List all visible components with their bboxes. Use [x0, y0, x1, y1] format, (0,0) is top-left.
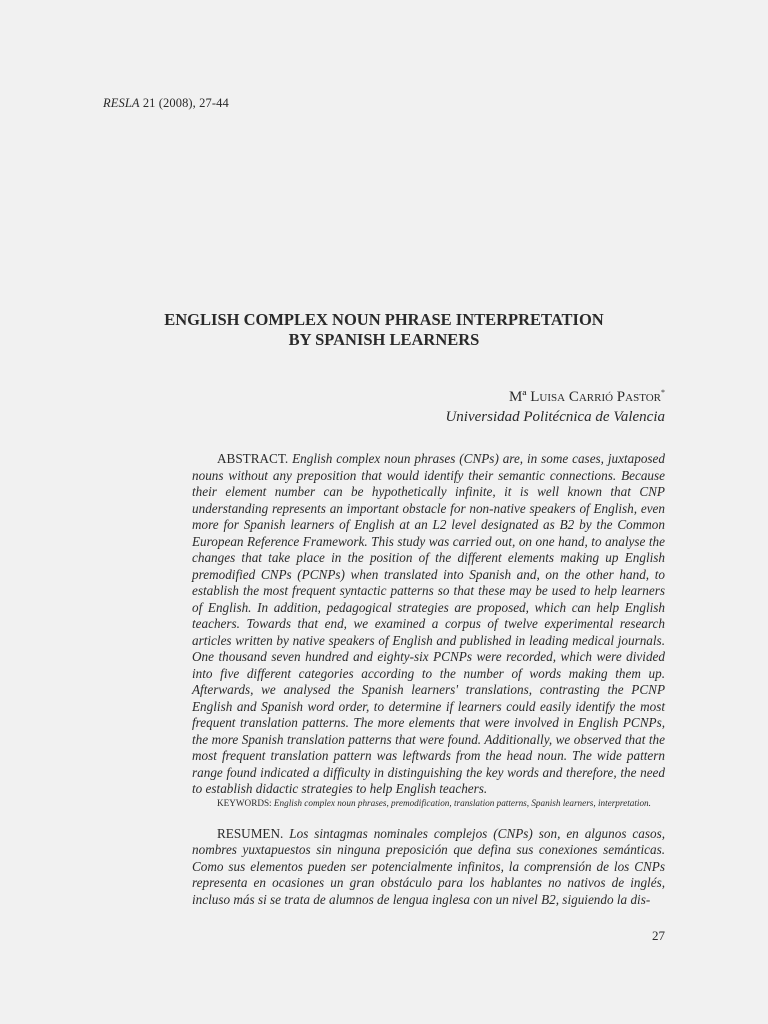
keywords-label: KEYWORDS:	[217, 798, 274, 808]
title-line-1: ENGLISH COMPLEX NOUN PHRASE INTERPRETATION	[164, 310, 604, 329]
keywords-text: English complex noun phrases, premodification, translation patterns, Spanish learners, interpretation.	[273, 798, 651, 808]
author-affiliation: Universidad Politécnica de Valencia	[445, 409, 665, 425]
title-line-2: BY SPANISH LEARNERS	[288, 330, 480, 349]
author-first: Mª	[509, 389, 531, 405]
resumen	[192, 826, 665, 908]
abstract-paragraph	[192, 451, 665, 798]
abstract-label: ABSTRACT.	[217, 451, 293, 466]
article-title	[103, 310, 665, 350]
author-name: Luisa Carrió Pastor	[530, 389, 661, 405]
journal-details: 21 (2008), 27-44	[139, 96, 229, 110]
abstract-text: English complex noun phrases (CNPs) are, in some cases, juxtaposed nouns without any preposition that would identify their semantic connections. Because their element number can be hypothetically infinite, it is well known that CNP understanding represents an important obstacle for non-native speakers of English, even more for Spanish learners of English at an L2 level designated as B2 by the Common European Reference Framework. This study was carried out, on one hand, to analyse the changes that take place in the position of the different elements making up English premodified CNPs (PCNPs) when translated into Spanish and, on the other hand, to establish the most frequent syntactic patterns so that these may be used to help learners of English. In addition, pedagogical strategies are proposed, which can help English teachers. Towards that end, we examined a corpus of twelve experimental research articles written by native speakers of English and published in leading medical journals. One thousand seven hundred and eighty-six PCNPs were recorded, which were divided into five different categories according to the number of words making them up. Afterwards, we analysed the Spanish learners' translations, contrasting the PCNP English and Spanish word order, to determine if learners could easily identify the most frequent translation patterns. The more elements that were involved in English PCNPs, the more Spanish translation patterns that were found. Additionally, we observed that the most frequent translation pattern was leftwards from the head noun. The wide pattern range found indicated a difficulty in distinguishing the key words and therefore, the need to establish didactic strategies to help English teachers.	[192, 451, 665, 796]
page-number: 27	[652, 928, 665, 943]
author-block	[445, 383, 665, 427]
resumen-text: Los sintagmas nominales complejos (CNPs) son, en algunos casos, nombres yuxtapuestos sin ninguna preposición que defina sus conexiones semánticas. Como sus elementos pueden ser potencialmente infinitos, la comprensión de los CNPs representa en ocasiones un gran obstáculo para los hablantes no nativos de inglés, incluso más si se trata de alumnos de lengua inglesa con un nivel B2, siguiendo la dis-	[192, 826, 666, 907]
resumen-label: RESUMEN.	[217, 826, 290, 841]
abstract	[192, 451, 665, 798]
author-name-line	[445, 383, 665, 407]
author-footnote-mark: *	[661, 388, 665, 397]
journal-name: RESLA	[103, 96, 140, 110]
keywords	[192, 797, 665, 809]
running-head	[103, 96, 229, 111]
